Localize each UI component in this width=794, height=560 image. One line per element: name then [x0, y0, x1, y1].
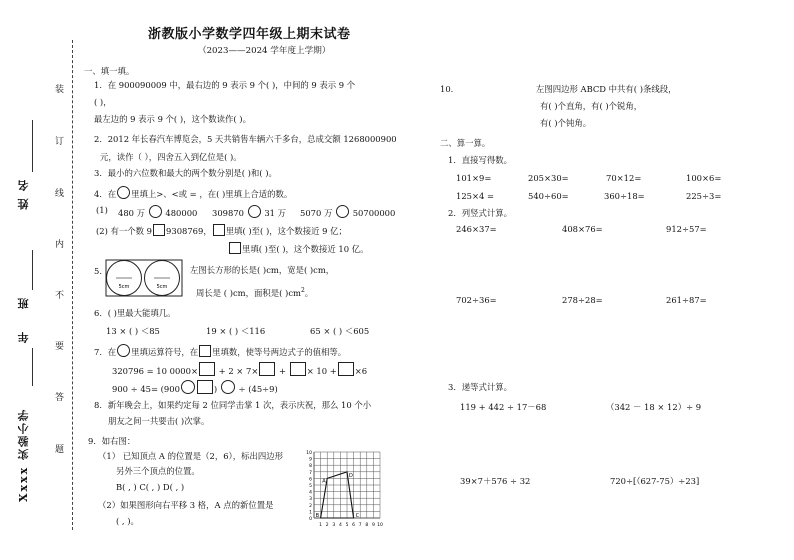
compare-circle — [149, 205, 162, 218]
q4-2-b: 9308769， — [166, 226, 212, 236]
q9-1-line-b: 另外三个顶点的位置。 — [116, 466, 200, 476]
q6-item-3: 65 × ( ) ＜605 — [310, 326, 370, 336]
q7-2c: ÷ (45÷9) — [238, 384, 278, 394]
q4-2-d: 里填( )至( )，这个数接近 10 亿。 — [242, 244, 369, 254]
q5-line-a: 左图长方形的长是( )cm，宽是( )cm， — [190, 265, 335, 275]
step-calc-2-2: 720÷[（627-75）÷23] — [610, 476, 700, 486]
y-tick-label: 3 — [309, 497, 312, 503]
page-title: 浙教版小学数学四年级上期末试卷 — [148, 27, 351, 42]
q4-2-a: (2) 有一个数 9 — [96, 226, 153, 236]
q9-1-line-c: B( , ) C( , ) D( , ) — [116, 482, 185, 492]
step-calc-1-1: 119 + 442 ÷ 17－68 — [460, 402, 547, 412]
q4-2-c: 里填( )至( )，这个数接近 9 亿； — [225, 226, 347, 236]
q7-a1: 7．在 — [94, 347, 117, 357]
class-label: 班 — [17, 296, 30, 309]
part-1-title: 1．直接写得数。 — [448, 155, 512, 165]
vertical-calc-1-2: 408×76= — [562, 224, 603, 234]
school-label: Xxxx 实验小学 — [17, 408, 30, 503]
vertical-calc-2-3: 261÷87= — [666, 295, 707, 305]
y-tick-label: 9 — [309, 457, 312, 463]
y-tick-label: 6 — [309, 477, 312, 483]
oral-2-3: 360÷18= — [604, 191, 645, 201]
x-tick-label: 6 — [352, 523, 356, 528]
x-tick-label: 2 — [325, 523, 329, 528]
compare-circle — [336, 205, 349, 218]
q4-1-p2b: 31 万 — [264, 208, 287, 218]
margin-char-4: 内 — [55, 240, 65, 250]
x-tick-label: 3 — [332, 523, 336, 528]
q6-title: 6．( )里最大能填几。 — [94, 308, 176, 318]
blank-square — [259, 362, 275, 376]
q1-line-a: 1．在 900090009 中，最右边的 9 表示 9 个( )，中间的 9 表示 9 个 — [94, 80, 356, 90]
q9-2-line-b: ( , )。 — [116, 516, 139, 526]
q6-item-1: 13 × ( ) ＜85 — [106, 326, 160, 336]
q4-1-p1a: 480 万 — [118, 208, 146, 218]
y-tick-label: 7 — [309, 470, 312, 476]
q4-1-p3b: 50700000 — [352, 208, 396, 218]
blank-square — [290, 362, 306, 376]
q5-number: 5. — [94, 266, 102, 276]
q5-end: 。 — [304, 287, 314, 298]
q4-2-line-a — [96, 224, 347, 237]
x-tick-label: 7 — [358, 523, 362, 528]
x-tick-label: 10 — [377, 523, 383, 528]
q10-line-c: 有( )个钝角。 — [540, 118, 592, 128]
vertical-calc-2-1: 702÷36= — [456, 295, 497, 305]
q4-1-pair-1 — [118, 205, 197, 219]
y-tick-label: 2 — [309, 503, 312, 509]
grade-underline — [32, 348, 33, 386]
section-2-title: 二、算一算。 — [440, 138, 491, 148]
oral-1-3: 70×12= — [606, 173, 642, 183]
q7-2b: ) — [213, 384, 218, 394]
q5-sup: 2 — [300, 287, 305, 294]
y-tick-label: 8 — [309, 464, 312, 470]
q8-line-a: 8．新年晚会上，如果约定每 2 位同学击掌 1 次，表示庆祝，那么 10 个小 — [94, 400, 372, 410]
q5-b: 周长是 ( )cm，面积是( )cm — [196, 287, 301, 298]
page-subtitle: （2023——2024 学年度上学期） — [198, 46, 331, 56]
y-tick-label: 10 — [306, 451, 312, 456]
q4-line-a — [94, 186, 292, 200]
q9-1-line-a: （1） 已知顶点 A 的位置是（2，6），标出四边形 — [98, 451, 283, 461]
q7-1a: 320796 = 10 0000× — [112, 366, 198, 376]
margin-char-1: 装 — [55, 85, 65, 95]
name-underline — [32, 120, 33, 172]
compare-circle — [248, 205, 261, 218]
blank-square — [153, 224, 165, 236]
blank-square — [199, 362, 215, 376]
circle-label-1: 5cm — [118, 284, 130, 290]
q4-1-label: (1) — [96, 205, 108, 215]
q1-line-b: ( )， — [94, 97, 112, 107]
q4-1-p2a: 309870 — [212, 208, 244, 218]
oral-2-1: 125×4 = — [456, 191, 495, 201]
q2-line-a: 2．2012 年长春汽车博览会，5 天共销售车辆六千多台，总成交额 1268000900 — [94, 134, 397, 144]
margin-char-3: 线 — [55, 189, 65, 199]
vertical-calc-2-2: 278÷28= — [562, 295, 603, 305]
oral-1-4: 100×6= — [686, 173, 722, 183]
x-tick-label: 4 — [338, 523, 342, 528]
q8-line-b: 朋友之间一共要击( )次掌。 — [108, 416, 210, 426]
point-label-a: A — [322, 478, 326, 485]
point-label-d: D — [349, 472, 353, 479]
q4-1-p1b: 480000 — [165, 208, 198, 218]
q7-1e: ×6 — [354, 366, 368, 376]
q4-1-pair-2 — [212, 205, 286, 219]
coordinate-grid — [300, 446, 410, 530]
blank-square — [199, 345, 211, 357]
oral-1-2: 205×30= — [528, 173, 569, 183]
x-tick-label: 9 — [371, 523, 375, 528]
margin-char-2: 订 — [55, 137, 65, 147]
margin-char-5: 不 — [55, 291, 65, 301]
section-1-title: 一、填一填。 — [84, 66, 135, 76]
q4-a-text-2: 里填上>、<或 = ，在( )里填上合适的数。 — [131, 189, 293, 199]
binding-dash-line — [72, 40, 73, 530]
vertical-calc-1-1: 246×37= — [456, 224, 497, 234]
q7-a2: 里填运算符号，在 — [131, 347, 199, 357]
op-circle — [117, 344, 130, 357]
q10-number: 10. — [440, 84, 454, 94]
rectangle-circles-figure — [104, 258, 186, 298]
q7-a3: 里填数，使等号两边式子的值相等。 — [212, 347, 347, 357]
margin-char-7: 答 — [55, 393, 65, 403]
q7-1c: + — [279, 366, 287, 376]
y-tick-label: 0 — [309, 517, 312, 522]
x-tick-label: 1 — [319, 523, 323, 528]
q4-1-p3a: 5070 万 — [300, 208, 333, 218]
oral-2-4: 225÷3= — [686, 191, 722, 201]
y-tick-label: 5 — [309, 484, 312, 489]
q5-line-b — [196, 285, 313, 299]
margin-char-6: 要 — [55, 342, 65, 352]
compare-circle — [117, 186, 130, 199]
x-tick-label: 5 — [345, 523, 349, 528]
blank-square — [229, 242, 241, 254]
q7-title — [94, 344, 346, 358]
oral-2-2: 540÷60= — [528, 191, 569, 201]
q10-line-a: 左图四边形 ABCD 中共有( )条线段， — [536, 84, 677, 94]
q4-a-text-1: 4．在 — [94, 189, 117, 199]
part-3-title: 3．递等式计算。 — [448, 382, 512, 392]
name-label: 姓 名 — [17, 178, 30, 210]
q10-line-b: 有( )个直角，有( )个锐角， — [540, 101, 643, 111]
part-2-title: 2．列竖式计算。 — [448, 208, 512, 218]
x-tick-label: 8 — [365, 523, 369, 528]
margin-char-8: 题 — [55, 445, 65, 455]
step-calc-2-1: 39×7＋576 ÷ 32 — [460, 476, 531, 486]
op-circle — [221, 380, 235, 394]
q6-item-2: 19 × ( ) ＜116 — [206, 326, 266, 336]
q1-line-c: 最左边的 9 表示 9 个( )，这个数读作( )。 — [94, 114, 251, 124]
class-underline — [32, 250, 33, 290]
circle-label-2: 5cm — [156, 284, 168, 290]
oral-1-1: 101×9= — [456, 173, 492, 183]
q4-1-pair-3 — [300, 205, 395, 219]
point-label-c: C — [355, 513, 360, 519]
grade-label: 年 — [17, 330, 30, 343]
q7-1d: × 10 + — [306, 366, 337, 376]
q7-1b: + 2 × 7× — [218, 366, 259, 376]
vertical-calc-1-3: 912÷57= — [666, 224, 707, 234]
q3-line: 3．最小的六位数和最大的两个数分别是( )和( )。 — [94, 168, 277, 178]
y-tick-label: 4 — [309, 490, 312, 496]
op-circle — [181, 380, 195, 394]
q7-eq-2 — [112, 380, 278, 395]
blank-square — [213, 224, 225, 236]
q4-2-line-b — [228, 242, 369, 255]
blank-square — [338, 362, 354, 376]
q7-2a: 900 ÷ 45= (900 — [112, 384, 180, 394]
q9-2-line-a: （2）如果图形向右平移 3 格，A 点的新位置是 — [98, 500, 274, 510]
blank-square — [197, 380, 213, 394]
point-label-b: B — [315, 513, 320, 519]
q2-line-b: 元，读作（ ），四舍五入到亿位是( )。 — [100, 152, 242, 162]
q9-title: 9．如右图： — [88, 436, 136, 446]
q7-eq-1 — [112, 362, 367, 377]
step-calc-1-2: （342 － 18 × 12）÷ 9 — [606, 402, 702, 412]
y-tick-label: 1 — [309, 510, 312, 516]
